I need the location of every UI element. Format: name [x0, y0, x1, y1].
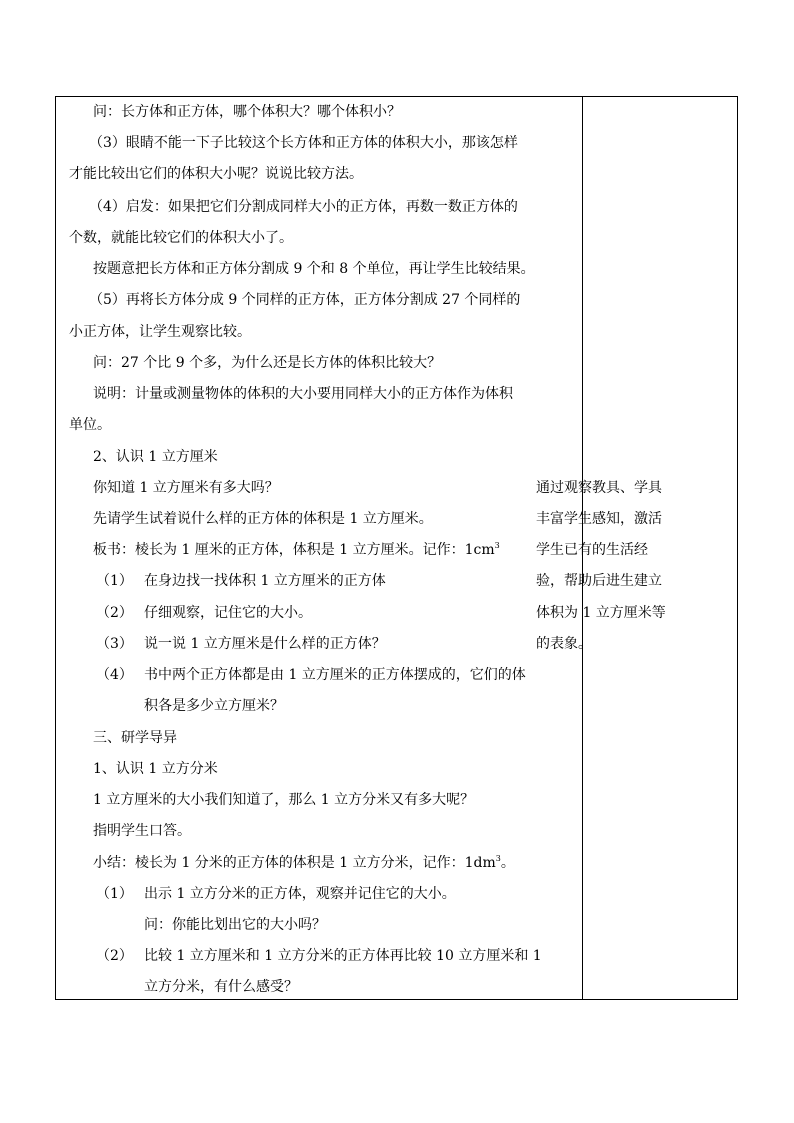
- list-item: 比较 1 立方厘米和 1 立方分米的正方体再比较 10 立方厘米和 1: [144, 948, 542, 964]
- list-item: 在身边找一找体积 1 立方厘米的正方体: [144, 573, 386, 589]
- list-number: （1）: [96, 573, 133, 589]
- side-note-line: 体积为 1 立方厘米等: [536, 605, 666, 621]
- list-item-cont: 问：你能比划出它的大小吗？: [144, 917, 326, 933]
- text-line: 指明学生口答。: [93, 823, 191, 839]
- list-item: 出示 1 立方分米的正方体，观察并记住它的大小。: [144, 886, 456, 902]
- text-line: [93, 540, 500, 560]
- list-item-cont: 积各是多少立方厘米？: [144, 698, 284, 714]
- board-note: 板书：棱长为 1 厘米的正方体，体积是 1 立方厘米。记作：1cm: [93, 542, 495, 558]
- text-line: 按题意把长方体和正方体分割成 9 个和 8 个单位，再让学生比较结果。: [93, 261, 535, 277]
- text-line: 个数，就能比较它们的体积大小了。: [69, 230, 293, 246]
- list-item: 仔细观察，记住它的大小。: [144, 605, 312, 621]
- text-line: 小正方体，让学生观察比较。: [69, 324, 251, 340]
- section-heading: 2、认识 1 立方厘米: [93, 449, 218, 465]
- text-line: [93, 853, 515, 873]
- summary-note: 小结：棱长为 1 分米的正方体的体积是 1 立方分米，记作：1dm: [93, 855, 496, 871]
- list-number: （4）: [96, 667, 133, 683]
- text-line: 说明：计量或测量物体的体积的大小要用同样大小的正方体作为体积: [93, 386, 513, 402]
- side-note-line: 丰富学生感知，激活: [536, 511, 662, 527]
- text-line: （5）再将长方体分成 9 个同样的正方体，正方体分割成 27 个同样的: [89, 292, 521, 308]
- text-line: 问：27 个比 9 个多，为什么还是长方体的体积比较大？: [93, 355, 442, 371]
- side-note-line: 的表象。: [536, 636, 592, 652]
- side-note-line: 学生已有的生活经: [536, 542, 648, 558]
- list-number: （1）: [96, 886, 133, 902]
- list-item: 说一说 1 立方厘米是什么样的正方体？: [144, 636, 386, 652]
- side-note-line: 验，帮助后进生建立: [536, 573, 662, 589]
- section-heading: 1、认识 1 立方分米: [93, 761, 218, 777]
- superscript: 3: [495, 854, 501, 863]
- text-line: 问：长方体和正方体，哪个体积大？哪个体积小？: [93, 104, 401, 120]
- section-heading: 三、研学导异: [93, 730, 177, 746]
- text-line: 你知道 1 立方厘米有多大吗？: [93, 480, 279, 496]
- text-line: 才能比较出它们的体积大小呢？说说比较方法。: [69, 166, 363, 182]
- list-item-cont: 立方分米，有什么感受？: [144, 979, 298, 995]
- text-line: （3）眼睛不能一下子比较这个长方体和正方体的体积大小，那该怎样: [89, 135, 518, 151]
- text-line: （4）启发：如果把它们分割成同样大小的正方体，再数一数正方体的: [89, 199, 518, 215]
- superscript: 3: [494, 541, 500, 550]
- list-number: （3）: [96, 636, 133, 652]
- punctuation: 。: [500, 855, 515, 871]
- text-line: 单位。: [69, 417, 111, 433]
- list-number: （2）: [96, 605, 133, 621]
- text-line: 1 立方厘米的大小我们知道了，那么 1 立方分米又有多大呢？: [93, 792, 475, 808]
- side-note-line: 通过观察教具、学具: [536, 480, 662, 496]
- list-item: 书中两个正方体都是由 1 立方厘米的正方体摆成的，它们的体: [144, 667, 526, 683]
- list-number: （2）: [96, 948, 133, 964]
- text-line: 先请学生试着说什么样的正方体的体积是 1 立方厘米。: [93, 511, 433, 527]
